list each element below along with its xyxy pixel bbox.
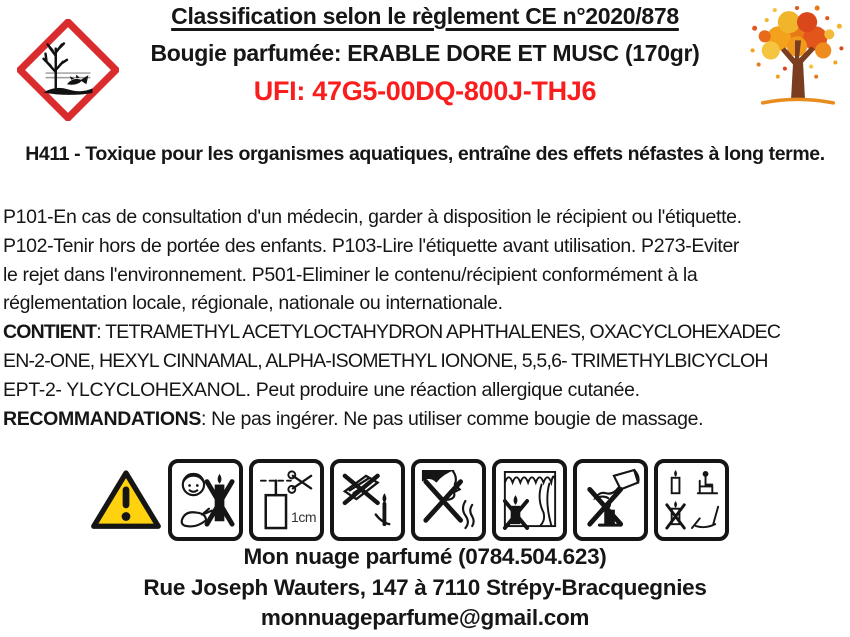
p-statement-line: P101-En cas de consultation d'un médecin, garder à disposition le récipient ou l'étiquette.: [3, 206, 742, 228]
ufi-code: UFI: 47G5-00DQ-800J-THJ6: [253, 76, 597, 106]
label-header: [0, 3, 850, 107]
page-title: Classification selon le règlement CE n°2020/878: [171, 3, 679, 29]
contient-line: EN-2-ONE, HEXYL CINNAMAL, ALPHA-ISOMETHYL IONONE, 5,5,6- TRIMETHYLBICYCLOH: [3, 349, 768, 372]
safety-pictogram-row: [90, 459, 729, 541]
contient-label: CONTIENT: [3, 321, 97, 344]
picto-children-pets-icon: [168, 459, 243, 541]
picto-unattended-icon: [654, 459, 729, 541]
footer-contact-block: [0, 542, 850, 634]
picto-flammable-objects-icon: [330, 459, 405, 541]
trim-wick-label: 1cm: [291, 509, 316, 525]
recommandations-line: [3, 405, 849, 434]
product-name: Bougie parfumée: ERABLE DORE ET MUSC (170gr): [150, 40, 700, 66]
picto-no-water-icon: [573, 459, 648, 541]
picto-curtains-icon: [492, 459, 567, 541]
p-statement-line: P102-Tenir hors de portée des enfants. P103-Lire l'étiquette avant utilisation. P273-Eviter: [3, 234, 740, 257]
contient-line: EPT-2- YLCYCLOHEXANOL. Peut produire une réaction allergique cutanée.: [3, 378, 640, 401]
picto-do-not-inhale-icon: [411, 459, 486, 541]
recommandations-label: RECOMMANDATIONS: [3, 407, 202, 430]
precaution-statements: [3, 203, 849, 433]
footer-email: monnuageparfume@gmail.com: [260, 605, 590, 630]
contient-text: : TETRAMETHYL ACETYLOCTAHYDRON APHTHALENES, OXACYCLOHEXADEC: [96, 321, 781, 344]
footer-address: Rue Joseph Wauters, 147 à 7110 Strépy-Bracquegnies: [143, 574, 707, 600]
h411-statement: H411 - Toxique pour les organismes aquatiques, entraîne des effets néfastes à long terme.: [25, 143, 825, 165]
p-statement-line: réglementation locale, régionale, nationale ou internationale.: [3, 292, 503, 315]
recommandations-text: : Ne pas ingérer. Ne pas utiliser comme bougie de massage.: [201, 407, 704, 430]
picto-trim-wick-icon: [249, 459, 324, 541]
p-statement-line: le rejet dans l'environnement. P501-Eliminer le contenu/récipient conformément à la: [3, 263, 698, 286]
footer-brand-phone: Mon nuage parfumé (0784.504.623): [243, 544, 607, 569]
warning-triangle-icon: [90, 459, 162, 541]
contient-line: [3, 318, 849, 347]
